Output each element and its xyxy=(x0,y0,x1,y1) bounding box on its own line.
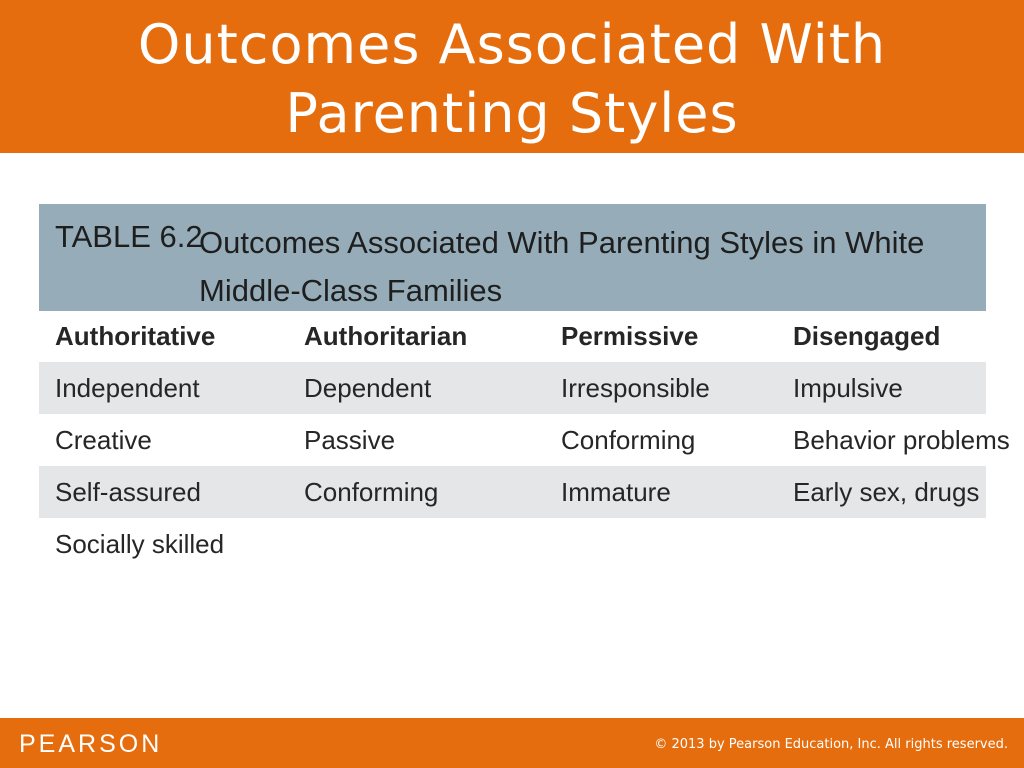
column-header-authoritative: Authoritative xyxy=(55,321,216,351)
table-header-row xyxy=(39,311,986,362)
table-cell: Early sex, drugs xyxy=(793,476,980,507)
slide-title-line-2: Parenting Styles xyxy=(285,82,739,145)
table-body xyxy=(39,311,1010,570)
copyright-notice: © 2013 by Pearson Education, Inc. All rights reserved. xyxy=(654,737,1008,752)
table-row xyxy=(39,518,986,570)
column-header-permissive: Permissive xyxy=(561,321,699,351)
table-caption-line-1: Outcomes Associated With Parenting Styles in White xyxy=(199,225,925,260)
column-header-disengaged: Disengaged xyxy=(793,321,941,351)
table-cell: Creative xyxy=(55,424,152,455)
table-cell: Self-assured xyxy=(55,476,201,507)
table-row xyxy=(39,414,986,466)
slide-title-line-1: Outcomes Associated With xyxy=(137,13,887,76)
table-cell: Irresponsible xyxy=(561,372,710,403)
table-cell: Conforming xyxy=(304,476,439,507)
title-bar xyxy=(0,0,1024,153)
table-caption xyxy=(39,204,986,311)
table-cell xyxy=(777,518,986,570)
table-cell: Behavior problems xyxy=(793,424,1010,455)
table-caption-text xyxy=(199,219,959,315)
table-cell: Conforming xyxy=(561,424,696,455)
footer-bar xyxy=(0,718,1024,768)
table-cell: Dependent xyxy=(304,372,432,403)
table-cell: Socially skilled xyxy=(55,528,225,559)
table-cell: Independent xyxy=(55,372,200,403)
table-row xyxy=(39,466,986,518)
table-cell: Immature xyxy=(561,476,671,507)
table-cell: Impulsive xyxy=(793,372,903,403)
pearson-logo: PEARSON xyxy=(19,730,163,758)
outcomes-table xyxy=(39,204,1010,570)
table-cell xyxy=(288,518,545,570)
table-caption-line-2: Middle-Class Families xyxy=(199,273,503,308)
table-cell xyxy=(545,518,777,570)
column-header-authoritarian: Authoritarian xyxy=(304,321,468,351)
table-label: TABLE 6.2 xyxy=(55,219,203,254)
table-row xyxy=(39,362,986,414)
table-cell: Passive xyxy=(304,424,396,455)
